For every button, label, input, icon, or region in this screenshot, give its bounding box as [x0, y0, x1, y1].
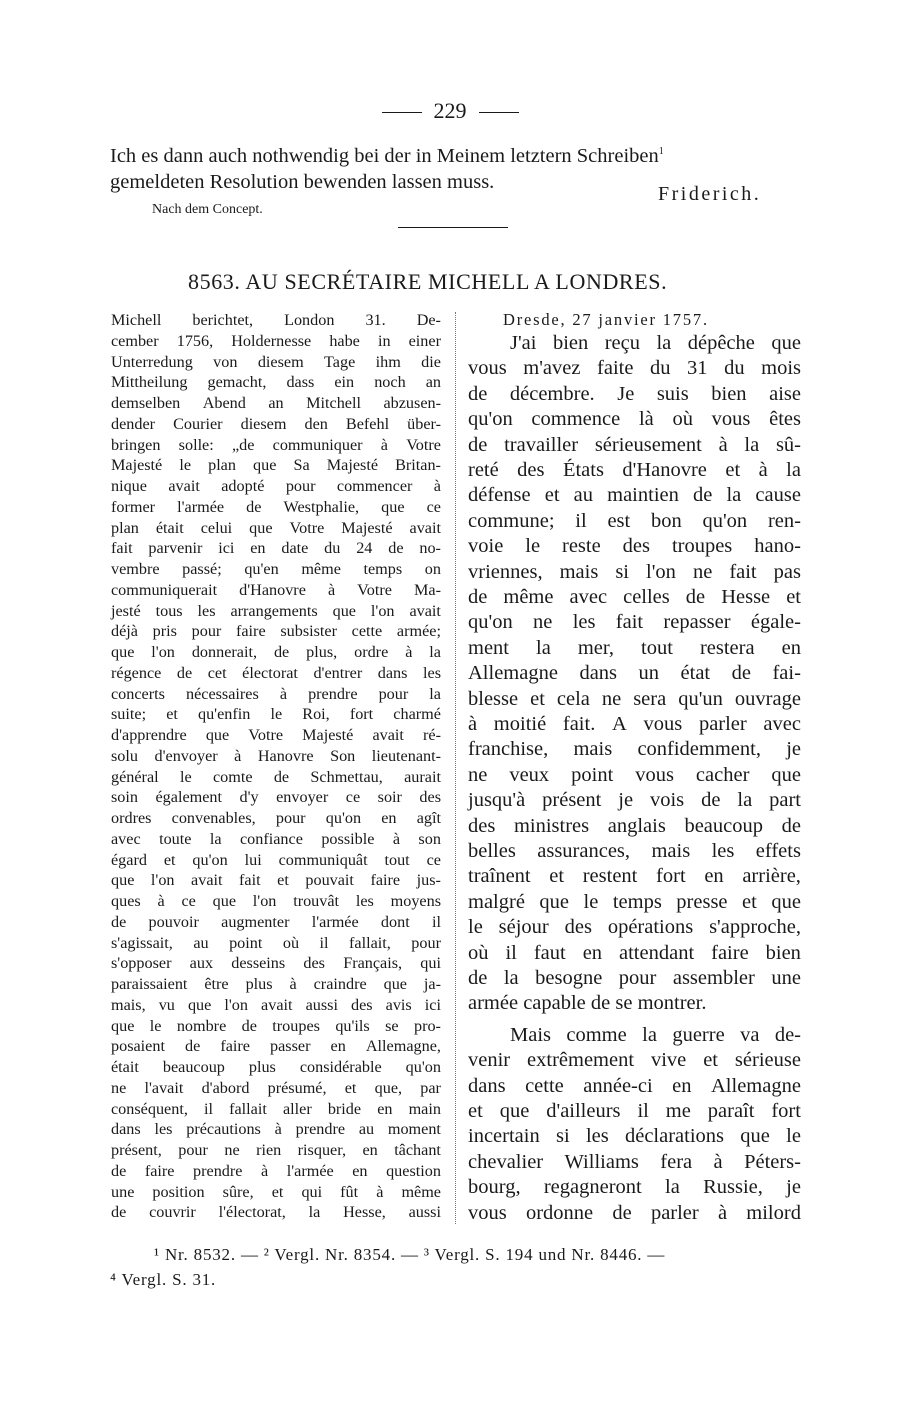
document-heading: 8563. AU SECRÉTAIRE MICHELL A LONDRES.: [188, 269, 668, 294]
left-column-line: Unterredung von diesem Tage ihm die: [111, 352, 441, 371]
page-number-dash-left: [382, 112, 422, 113]
left-column-line: Majesté le plan que Sa Majesté Britan-: [111, 456, 441, 475]
dateline: Dresde, 27 janvier 1757.: [503, 310, 709, 329]
right-column-line: de décembre. Je suis bien aise: [468, 382, 801, 405]
right-column-line: venir extrêmement vive et sérieuse: [468, 1049, 801, 1072]
left-column-line: solu d'envoyer à Hanovre Son lieutenant-: [111, 746, 441, 765]
left-column-line: s'opposer aux desseins des Français, qui: [111, 954, 441, 973]
right-column-line: ne veux point vous cacher que: [468, 763, 801, 786]
page-number-dash-right: [479, 112, 519, 113]
right-column-line: de travailler sérieusement à la sû-: [468, 433, 801, 456]
right-column-line: incertain si les déclarations que le: [468, 1125, 801, 1148]
left-column-line: déjà pris pour faire subsister cette armée;: [111, 622, 441, 641]
left-column-line: s'agissait, au point où il fallait, pour: [111, 933, 441, 952]
left-column-line: de faire prendre à l'armée en question: [111, 1161, 441, 1180]
left-column-line: Mittheilung gemacht, dass ein noch an: [111, 373, 441, 392]
left-column-line: que l'on donnerait, de plus, ordre à la: [111, 643, 441, 661]
section-divider: [398, 227, 508, 228]
right-column-line: malgré que le temps presse et que: [468, 890, 801, 913]
page-number-text: 229: [433, 98, 467, 123]
footnote-ref-1: 1: [658, 146, 664, 158]
right-column-line: jusqu'à présent je vois de la part: [468, 789, 801, 812]
right-column-line: J'ai bien reçu la dépêche que: [510, 332, 801, 354]
left-column-line: paraissaient être plus à craindre que ja-: [111, 975, 441, 993]
page-number: [0, 98, 900, 124]
left-column-line: demselben Abend an Mitchell abzusen-: [111, 394, 441, 412]
right-column-line: voie le reste des troupes hano-: [468, 535, 801, 558]
right-column-line: Mais comme la guerre va de-: [510, 1023, 801, 1046]
left-column-line: fait parvenir ici en date du 24 de no-: [111, 539, 441, 558]
right-column-line: traînent et restent fort en arrière,: [468, 865, 801, 888]
left-column-line: dender Courier diesem den Befehl über-: [111, 414, 441, 433]
right-column-line: franchise, mais confidemment, je: [468, 738, 801, 761]
left-column-line: conséquent, il fallait aller bride en main: [111, 1099, 441, 1118]
right-column-line: où il faut en attendant faire bien: [468, 941, 801, 964]
right-column-line: le séjour des opérations s'approche,: [468, 916, 801, 939]
right-column-line: qu'on ne les fait repasser égale-: [468, 611, 801, 634]
left-column-line: Michell berichtet, London 31. De-: [111, 311, 441, 329]
right-column-line: bourg, regagneront la Russie, je: [468, 1176, 801, 1199]
left-column-line: ques à ce que l'on trouvât les moyens: [111, 892, 441, 910]
letter-end-line-2: gemeldeten Resolution bewenden lassen muss.: [110, 171, 495, 193]
left-column-line: bringen solle: „de communiquer à Votre: [111, 435, 441, 454]
right-column-line: commune; il est bon qu'on ren-: [468, 509, 801, 532]
right-column-line: armée capable de se montrer.: [468, 992, 707, 1015]
left-column-line: présent, pour ne rien risquer, en tâchant: [111, 1141, 441, 1159]
right-column-line: Allemagne dans un état de fai-: [468, 662, 801, 685]
right-column-line: reté des États d'Hanovre et à la: [468, 459, 801, 481]
footnote-line-2: ⁴ Vergl. S. 31.: [110, 1270, 217, 1289]
left-column-line: posaient de faire passer en Allemagne,: [111, 1037, 441, 1056]
left-column-line: former l'armée de Westphalie, que ce: [111, 497, 441, 516]
signature: Friderich.: [658, 183, 762, 205]
left-column-line: plan était celui que Votre Majesté avait: [111, 518, 441, 537]
right-column-line: à moitié fait. A vous parler avec: [468, 713, 801, 735]
left-column-line: jesté tous les arrangements que l'on avait: [111, 601, 441, 620]
right-column-line: dans cette année-ci en Allemagne: [468, 1074, 801, 1097]
left-column-line: une position sûre, et qui fût à même: [111, 1182, 441, 1201]
source-note: Nach dem Concept.: [152, 202, 263, 217]
left-column-line: régence de cet électorat d'entrer dans les: [111, 663, 441, 682]
left-column-line: de pouvoir augmenter l'armée dont il: [111, 912, 441, 931]
left-column-line: soin également d'y envoyer ce soir des: [111, 788, 441, 807]
left-column-line: égard et qu'on lui communiquât tout ce: [111, 850, 441, 869]
right-column-line: de même avec celles de Hesse et: [468, 586, 801, 608]
left-column-line: mais, vu que l'on avait aussi des avis ici: [111, 995, 441, 1014]
left-column-line: vembre passé; qu'en même temps on: [111, 560, 441, 578]
left-column-line: ne l'avait d'abord présumé, et que, par: [111, 1078, 441, 1097]
right-column-line: des ministres anglais beaucoup de: [468, 814, 801, 837]
right-column-line: blesse et cela ne sera qu'un ouvrage: [468, 687, 801, 710]
letter-end-line-1: Ich es dann auch nothwendig bei der in Meinem letztern Schreiben$^1$: [110, 145, 664, 167]
left-column-line: que l'on avait fait et pouvait faire jus-: [111, 871, 441, 890]
left-column-line: que le nombre de troupes qu'ils se pro-: [111, 1016, 441, 1035]
left-column-line: cember 1756, Holdernesse habe in einer: [111, 331, 441, 350]
footnote-line-1: ¹ Nr. 8532. — ² Vergl. Nr. 8354. — ³ Vergl. S. 194 und Nr. 8446. —: [154, 1245, 666, 1264]
right-column-line: qu'on commence là où vous êtes: [468, 408, 801, 431]
left-column-line: communiquerait d'Hanovre à Votre Ma-: [111, 580, 441, 599]
left-column-line: de couvrir l'électorat, la Hesse, aussi: [111, 1203, 441, 1222]
left-column-line: était beaucoup plus considérable qu'on: [111, 1058, 441, 1076]
right-column-line: défense et au maintien de la cause: [468, 484, 801, 507]
right-column-line: vriennes, mais si l'on ne fait pas: [468, 560, 801, 583]
column-divider: [455, 312, 456, 1224]
left-column-line: ordres convenables, pour qu'on en agît: [111, 809, 441, 827]
right-column-line: chevalier Williams fera à Péters-: [468, 1150, 801, 1173]
right-column-line: vous m'avez faite du 31 du mois: [468, 357, 801, 380]
left-column-line: concerts nécessaires à prendre pour la: [111, 684, 441, 703]
left-column-line: nique avait adopté pour commencer à: [111, 477, 441, 495]
left-column-line: avec toute la confiance possible à son: [111, 829, 441, 848]
right-column-line: ment la mer, tout restera en: [468, 636, 801, 659]
left-column-line: suite; et qu'enfin le Roi, fort charmé: [111, 705, 441, 724]
left-column-line: général le comte de Schmettau, aurait: [111, 767, 441, 786]
right-column-line: belles assurances, mais les effets: [468, 840, 801, 862]
left-column-line: d'apprendre que Votre Majesté avait ré-: [111, 726, 441, 744]
right-column-line: vous ordonne de parler à milord: [468, 1201, 801, 1224]
right-column-line: et que d'ailleurs il me paraît fort: [468, 1100, 801, 1122]
left-column-line: dans les précautions à prendre au moment: [111, 1120, 441, 1139]
right-column-line: de la besogne pour assembler une: [468, 967, 801, 989]
